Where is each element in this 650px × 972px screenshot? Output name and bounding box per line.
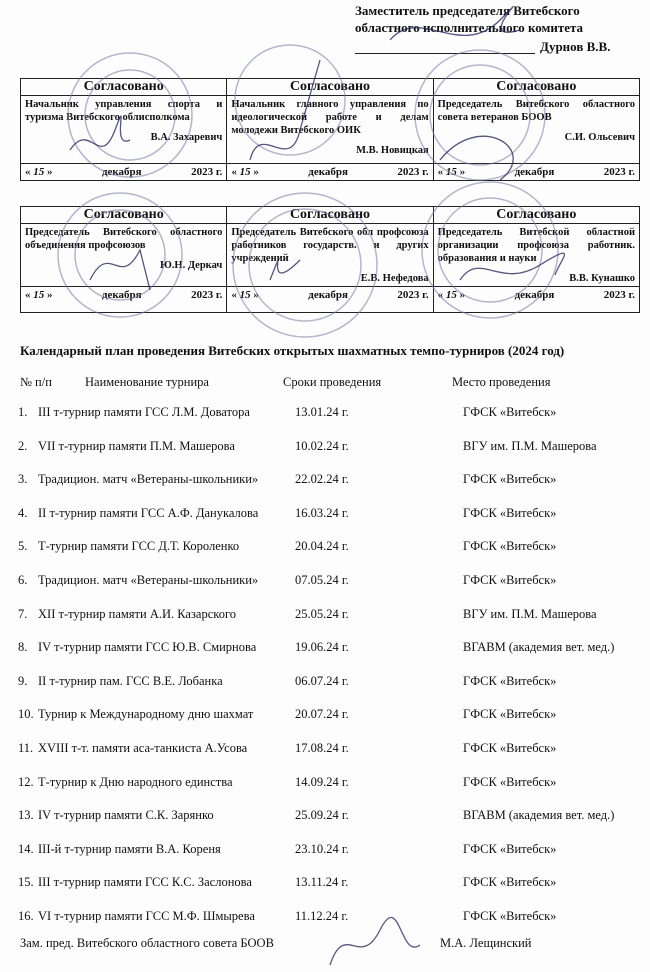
approval-position: Председатель Витебской областной организации профсоюза работник. образования и науки: [437, 227, 635, 264]
approval-date: « 15 » декабря 2023 г.: [25, 166, 223, 178]
approval-name: В.А. Захаревич: [150, 132, 223, 143]
approval-heading: Согласовано: [433, 79, 639, 96]
column-header-place: Место проведения: [452, 375, 551, 389]
tournament-date: 25.05.24 г.: [295, 606, 349, 621]
row-number: 12.: [18, 774, 34, 789]
tournament-name: Традицион. матч «Ветераны-школьники»: [38, 573, 259, 587]
approval-date: « 15 » декабря 2023 г.: [437, 289, 635, 301]
tournament-place: ГФСК «Витебск»: [463, 505, 557, 520]
tournament-name: Т-турнир памяти ГСС Д.Т. Короленко: [38, 539, 240, 554]
tournament-place: ВГУ им. П.М. Машерова: [463, 606, 597, 621]
tournament-date: 25.09.24 г.: [295, 808, 349, 823]
row-number: 3.: [18, 472, 28, 487]
column-header-number: № п/п: [20, 375, 52, 389]
tournament-date: 07.05.24 г.: [295, 573, 349, 587]
approval-heading: Согласовано: [21, 79, 227, 96]
tournament-place: ГФСК «Витебск»: [463, 741, 557, 755]
tournament-name: XVIII т-т. памяти аса-танкиста А.Усова: [38, 741, 248, 755]
tournament-date: 14.09.24 г.: [295, 774, 349, 789]
row-number: 9.: [18, 673, 28, 688]
table-row: [18, 741, 638, 761]
tournament-place: ГФСК «Витебск»: [463, 909, 557, 923]
row-number: 10.: [18, 707, 34, 722]
approvals-table-bottom: [20, 206, 640, 313]
tournament-date: 13.11.24 г.: [295, 875, 349, 890]
row-number: 6.: [18, 573, 28, 587]
tournament-date: 23.10.24 г.: [295, 841, 349, 856]
table-row: [18, 607, 638, 627]
row-number: 11.: [18, 741, 34, 755]
approvals-table-top: [20, 78, 640, 181]
approval-date: « 15 » декабря 2023 г.: [25, 289, 223, 301]
approval-date: « 15 » декабря 2023 г.: [231, 289, 429, 301]
table-row: [18, 909, 638, 929]
tournament-place: ГФСК «Витебск»: [463, 875, 557, 890]
approval-name: М.В. Новицкая: [356, 145, 429, 156]
row-number: 14.: [18, 841, 34, 856]
row-number: 15.: [18, 875, 34, 890]
tournament-name: Т-турнир к Дню народного единства: [38, 774, 233, 789]
table-row: [18, 573, 638, 593]
row-number: 5.: [18, 539, 28, 554]
row-number: 1.: [18, 405, 28, 419]
row-number: 4.: [18, 505, 28, 520]
table-row: [18, 775, 638, 795]
tournament-name: II т-турнир пам. ГСС В.Е. Лобанка: [38, 673, 223, 688]
column-header-name: Наименование турнира: [85, 375, 209, 389]
tournament-name: III-й т-турнир памяти В.А. Кореня: [38, 841, 221, 856]
tournament-name: VI т-турнир памяти ГСС М.Ф. Шмырева: [38, 909, 255, 923]
tournament-place: ГФСК «Витебск»: [463, 405, 557, 419]
tournament-place: ГФСК «Витебск»: [463, 841, 557, 856]
tournament-place: ВГАВМ (академия вет. мед.): [463, 640, 615, 655]
tournament-date: 20.07.24 г.: [295, 707, 349, 722]
approval-heading: Согласовано: [21, 207, 227, 224]
table-row: [18, 405, 638, 425]
row-number: 16.: [18, 909, 34, 923]
row-number: 7.: [18, 606, 28, 621]
row-number: 2.: [18, 438, 28, 453]
approval-position: Председатель Витебского областного совета ветеранов БООВ: [437, 99, 635, 123]
table-row: [18, 707, 638, 727]
approver-title-line1: Заместитель председателя Витебского: [355, 3, 580, 18]
table-row: [18, 808, 638, 828]
approval-position: Начальник главного управления по идеологической работе и делам молодежи Витебского ОИК: [231, 99, 429, 136]
approval-name: В.В. Кунашко: [569, 273, 635, 284]
approval-position: Председатель Витебского обл профсоюза работников государств. и других учреждений: [231, 227, 429, 264]
approval-date: « 15 » декабря 2023 г.: [231, 166, 429, 178]
tournament-name: III т-турнир памяти ГСС К.С. Заслонова: [38, 875, 252, 890]
table-row: [18, 842, 638, 862]
table-row: [18, 875, 638, 895]
tournament-date: 06.07.24 г.: [295, 673, 349, 688]
tournament-place: ГФСК «Витебск»: [463, 472, 557, 487]
tournament-name: VII т-турнир памяти П.М. Машерова: [38, 438, 235, 453]
tournament-place: ГФСК «Витебск»: [463, 707, 557, 722]
approval-date: « 15 » декабря 2023 г.: [437, 166, 635, 178]
document-title: Календарный план проведения Витебских открытых шахматных темпо-турниров (2024 год): [20, 343, 565, 358]
tournament-name: XII т-турнир памяти А.И. Казарского: [38, 606, 237, 621]
row-number: 8.: [18, 640, 28, 655]
table-row: [18, 506, 638, 526]
row-number: 13.: [18, 808, 34, 823]
tournament-place: ВГАВМ (академия вет. мед.): [463, 808, 615, 823]
table-row: [18, 640, 638, 660]
table-row: [18, 472, 638, 492]
tournament-place: ГФСК «Витебск»: [463, 573, 557, 587]
approval-heading: Согласовано: [227, 79, 433, 96]
approval-name: Е.В. Нефедова: [360, 273, 429, 284]
tournament-date: 17.08.24 г.: [295, 741, 349, 755]
tournament-place: ВГУ им. П.М. Машерова: [463, 438, 597, 453]
table-row: [18, 674, 638, 694]
tournament-name: IV т-турнир памяти ГСС Ю.В. Смирнова: [38, 640, 257, 655]
tournament-name: Традицион. матч «Ветераны-школьники»: [38, 472, 259, 487]
approval-heading: Согласовано: [433, 207, 639, 224]
tournament-name: IV т-турнир памяти С.К. Зарянко: [38, 808, 214, 823]
tournament-name: III т-турнир памяти ГСС Л.М. Доватора: [38, 405, 250, 419]
footer-position: Зам. пред. Витебского областного совета БООВ: [20, 936, 274, 950]
tournament-date: 11.12.24 г.: [295, 909, 349, 923]
tournament-place: ГФСК «Витебск»: [463, 673, 557, 688]
column-header-dates: Сроки проведения: [283, 375, 382, 389]
approval-position: Начальник управления спорта и туризма Витебского облисполкома: [25, 99, 223, 123]
tournament-name: Турнир к Международному дню шахмат: [38, 707, 254, 722]
approval-name: С.И. Ольсевич: [564, 132, 635, 143]
approval-name: Ю.Н. Деркач: [159, 260, 223, 271]
tournament-place: ГФСК «Витебск»: [463, 539, 557, 554]
footer-name: М.А. Лещинский: [440, 936, 532, 950]
table-row: [18, 539, 638, 559]
approver-title-line2: областного исполнительного комитета: [355, 20, 584, 35]
approver-name: Дурнов В.В.: [540, 39, 611, 54]
tournament-name: II т-турнир памяти ГСС А.Ф. Данукалова: [38, 505, 259, 520]
tournament-date: 22.02.24 г.: [295, 472, 349, 487]
tournament-date: 10.02.24 г.: [295, 438, 349, 453]
approval-heading: Согласовано: [227, 207, 433, 224]
tournament-date: 16.03.24 г.: [295, 505, 349, 520]
signature-line: [355, 53, 535, 54]
tournament-place: ГФСК «Витебск»: [463, 774, 557, 789]
tournament-date: 20.04.24 г.: [295, 539, 349, 554]
tournament-date: 19.06.24 г.: [295, 640, 349, 655]
table-row: [18, 439, 638, 459]
approval-position: Председатель Витебского областного объединения профсоюзов: [25, 227, 223, 251]
tournament-date: 13.01.24 г.: [295, 405, 349, 419]
